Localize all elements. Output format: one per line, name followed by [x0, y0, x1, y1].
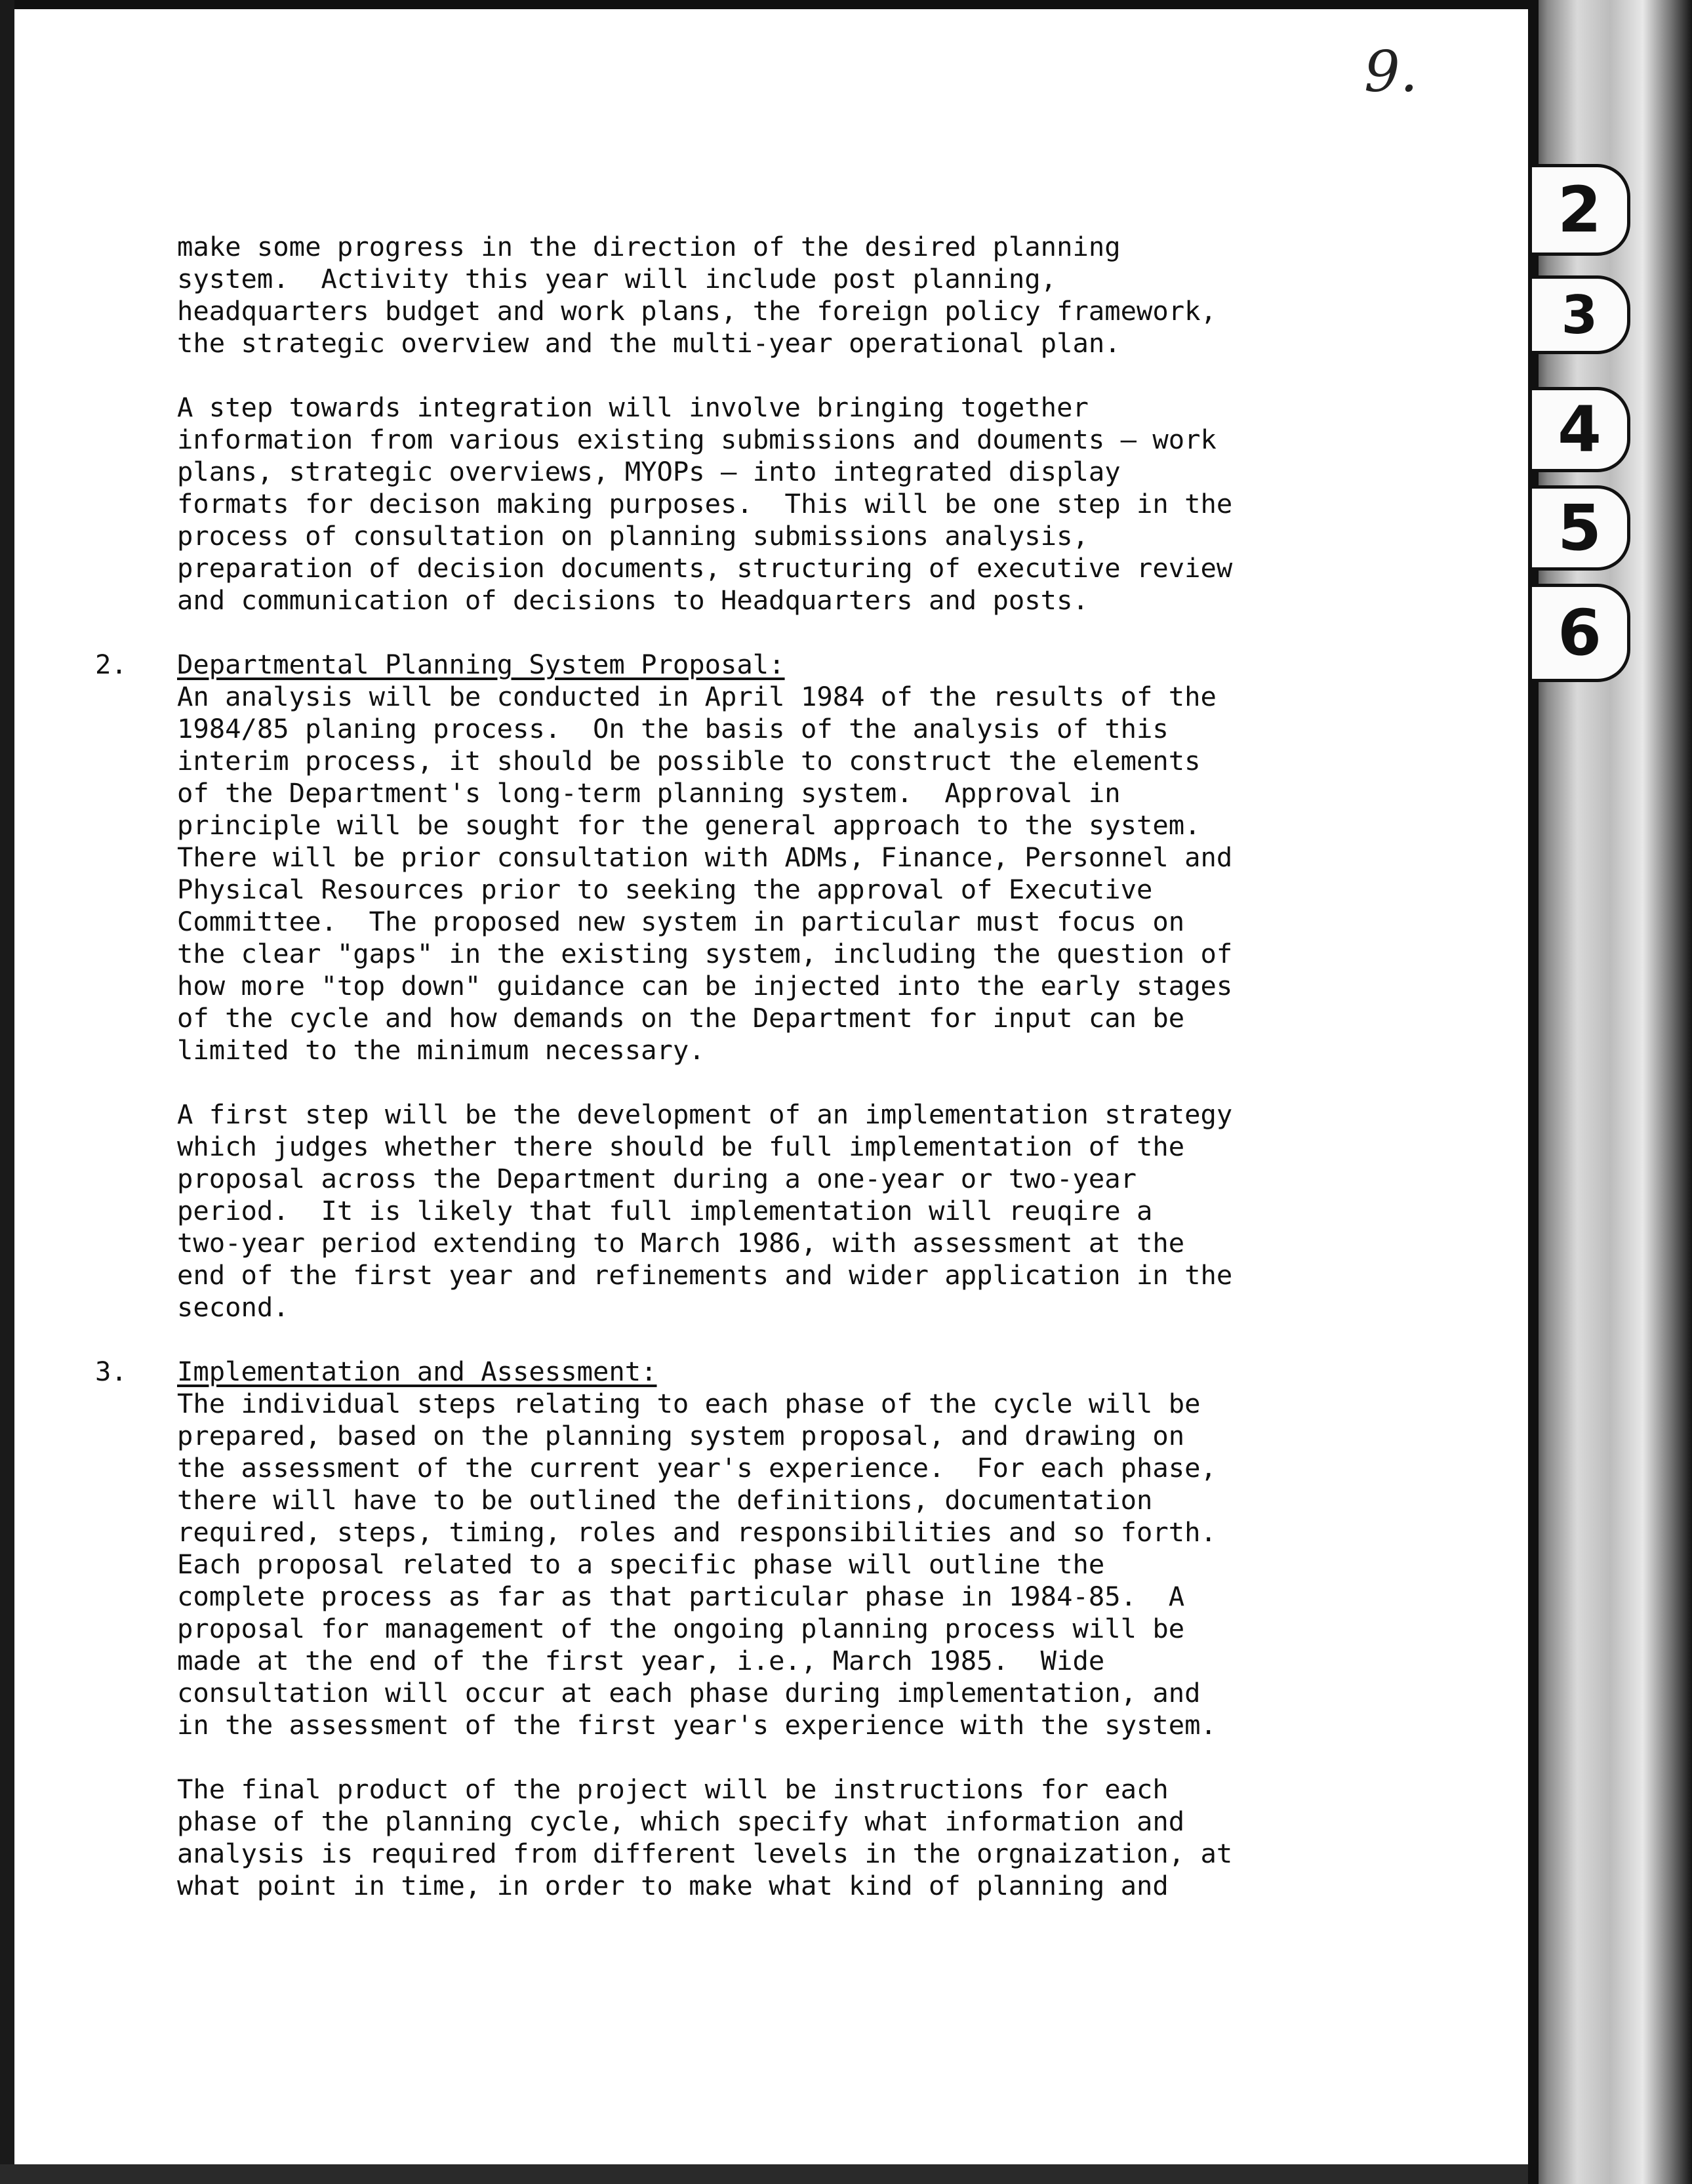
- text-line: make some progress in the direction of the desired planning: [177, 231, 1121, 262]
- divider-tab-3[interactable]: 3: [1532, 275, 1630, 354]
- text-line: two-year period extending to March 1986, with assessment at the: [177, 1227, 1185, 1259]
- section-number: 3.: [95, 1356, 127, 1387]
- scan-bottom-border: [0, 2164, 1692, 2184]
- text-line: proposal across the Department during a one-year or two-year: [177, 1163, 1137, 1194]
- scan-left-border: [0, 0, 14, 2171]
- text-line: interim process, it should be possible to construct the elements: [177, 745, 1201, 777]
- text-line: system. Activity this year will include post planning,: [177, 263, 1057, 294]
- text-line: Committee. The proposed new system in particular must focus on: [177, 906, 1185, 937]
- text-line: and communication of decisions to Headquarters and posts.: [177, 584, 1089, 616]
- text-line: formats for decison making purposes. This will be one step in the: [177, 488, 1233, 519]
- section-2: [95, 649, 1279, 1324]
- text-line: limited to the minimum necessary.: [177, 1034, 705, 1066]
- divider-tab-2[interactable]: 2: [1532, 164, 1630, 256]
- text-line: proposal for management of the ongoing planning process will be: [177, 1613, 1185, 1644]
- text-line: The final product of the project will be instructions for each: [177, 1773, 1169, 1805]
- text-line: A first step will be the development of an implementation strategy: [177, 1099, 1233, 1130]
- text-line: complete process as far as that particular phase in 1984-85. A: [177, 1581, 1185, 1612]
- section-number: 2.: [95, 649, 127, 680]
- text-line: principle will be sought for the general approach to the system.: [177, 809, 1201, 841]
- text-line: consultation will occur at each phase during implementation, and: [177, 1677, 1201, 1709]
- section-3-paragraph-2: [177, 1773, 1279, 1902]
- intro-paragraph-1: [177, 231, 1279, 359]
- section-2-paragraph-2: [177, 1099, 1279, 1324]
- section-3: [95, 1356, 1279, 1902]
- text-line: the clear "gaps" in the existing system, including the question of: [177, 938, 1233, 969]
- text-line: headquarters budget and work plans, the foreign policy framework,: [177, 295, 1217, 327]
- divider-tab-5[interactable]: 5: [1532, 485, 1630, 571]
- text-line: analysis is required from different levels in the orgnaization, at: [177, 1838, 1233, 1869]
- text-line: Each proposal related to a specific phase will outline the: [177, 1548, 1105, 1580]
- divider-tab-4[interactable]: 4: [1532, 387, 1630, 472]
- text-line: period. It is likely that full implementation will reuqire a: [177, 1195, 1153, 1226]
- text-line: Physical Resources prior to seeking the approval of Executive: [177, 874, 1153, 905]
- intro-paragraph-2: [177, 392, 1279, 617]
- section-heading: Departmental Planning System Proposal:: [177, 649, 785, 680]
- text-line: the strategic overview and the multi-year operational plan.: [177, 327, 1121, 359]
- text-line: second.: [177, 1291, 289, 1323]
- divider-tab-6[interactable]: 6: [1532, 584, 1630, 682]
- text-line: required, steps, timing, roles and responsibilities and so forth.: [177, 1516, 1217, 1548]
- text-line: There will be prior consultation with ADMs, Finance, Personnel and: [177, 841, 1233, 873]
- text-line: in the assessment of the first year's experience with the system.: [177, 1709, 1217, 1741]
- section-3-paragraph-1: [177, 1388, 1279, 1741]
- text-line: of the cycle and how demands on the Department for input can be: [177, 1002, 1185, 1034]
- section-2-paragraph-1: [177, 681, 1279, 1066]
- text-line: information from various existing submissions and douments — work: [177, 424, 1217, 455]
- text-line: what point in time, in order to make what kind of planning and: [177, 1870, 1169, 1901]
- text-line: prepared, based on the planning system proposal, and drawing on: [177, 1420, 1185, 1451]
- text-line: process of consultation on planning submissions analysis,: [177, 520, 1089, 552]
- text-line: plans, strategic overviews, MYOPs — into integrated display: [177, 456, 1121, 487]
- text-line: A step towards integration will involve bringing together: [177, 392, 1089, 423]
- text-line: 1984/85 planing process. On the basis of the analysis of this: [177, 713, 1169, 744]
- document-body: [95, 231, 1279, 1902]
- text-line: there will have to be outlined the definitions, documentation: [177, 1484, 1153, 1516]
- text-line: which judges whether there should be full implementation of the: [177, 1131, 1185, 1162]
- text-line: An analysis will be conducted in April 1984 of the results of the: [177, 681, 1217, 712]
- handwritten-page-number: 9.: [1364, 39, 1419, 105]
- text-line: The individual steps relating to each phase of the cycle will be: [177, 1388, 1201, 1419]
- section-heading: Implementation and Assessment:: [177, 1356, 657, 1387]
- text-line: the assessment of the current year's experience. For each phase,: [177, 1452, 1217, 1484]
- scan-top-border: [0, 0, 1528, 9]
- text-line: how more "top down" guidance can be injected into the early stages: [177, 970, 1233, 1001]
- text-line: phase of the planning cycle, which specify what information and: [177, 1806, 1185, 1837]
- text-line: preparation of decision documents, structuring of executive review: [177, 552, 1233, 584]
- text-line: made at the end of the first year, i.e., March 1985. Wide: [177, 1645, 1105, 1676]
- text-line: end of the first year and refinements and wider application in the: [177, 1259, 1233, 1291]
- text-line: of the Department's long-term planning system. Approval in: [177, 777, 1121, 809]
